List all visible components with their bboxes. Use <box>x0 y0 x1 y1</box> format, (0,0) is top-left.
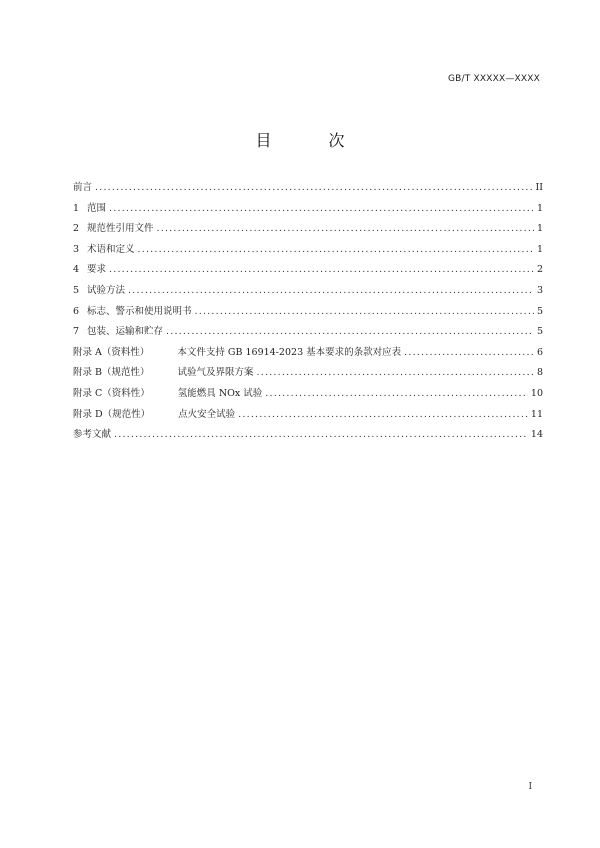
toc-entry-page-number: 5 <box>536 305 543 317</box>
toc-entry-page-number: 14 <box>530 429 543 441</box>
toc-entry-dot-leader <box>138 240 534 261</box>
toc-entry-page-number: 3 <box>536 284 543 296</box>
toc-entry-label: 规范性引用文件 <box>87 223 154 235</box>
toc-entry-dot-leader <box>265 384 528 405</box>
toc-entry[interactable] <box>73 302 543 323</box>
toc-entry-page-number: 6 <box>536 346 543 358</box>
toc-entry-number: 2 <box>73 223 80 235</box>
toc-entry[interactable] <box>73 322 543 343</box>
toc-entry-dot-leader <box>95 178 532 199</box>
toc-entry-page-number: 10 <box>530 387 543 399</box>
toc-entry[interactable] <box>73 405 543 426</box>
toc-entry-appendix-prefix: 附录 C（资料性） <box>73 387 150 399</box>
toc-entry-label: 标志、警示和使用说明书 <box>87 305 192 317</box>
toc-entry-dot-leader <box>157 219 534 240</box>
toc-entry-number: 4 <box>73 264 80 276</box>
toc-title: 目 次 <box>255 131 371 150</box>
toc-entry-dot-leader <box>114 425 528 446</box>
toc-entry-number: 3 <box>73 243 80 255</box>
toc-entry-label: 范围 <box>87 202 107 214</box>
toc-entry-label: 前言 <box>73 182 93 193</box>
toc-entry[interactable] <box>73 281 543 302</box>
toc-entry-appendix-prefix: 附录 B（规范性） <box>73 367 150 379</box>
toc-entry-page-number: 2 <box>536 264 543 276</box>
toc-entry-label: 本文件支持 GB 16914-2023 基本要求的条款对应表 <box>177 346 402 358</box>
toc-entry-number: 7 <box>73 326 80 338</box>
toc-entry-number: 5 <box>73 284 80 296</box>
toc-entry[interactable] <box>73 178 543 199</box>
toc-entry-dot-leader <box>195 302 534 323</box>
toc-entry-page-number: 1 <box>536 243 543 255</box>
toc-entry-dot-leader <box>128 281 534 302</box>
toc-entry-appendix-prefix: 附录 D（规范性） <box>73 408 151 420</box>
toc-entry-label: 要求 <box>87 264 107 276</box>
toc-entry-dot-leader <box>109 199 534 220</box>
toc-entry-page-number: II <box>535 182 543 193</box>
toc-entry-label: 参考文献 <box>73 429 112 441</box>
toc-entry[interactable] <box>73 343 543 364</box>
toc-entry-page-number: 5 <box>536 326 543 338</box>
toc-entry[interactable] <box>73 199 543 220</box>
toc-entry-dot-leader <box>109 260 534 281</box>
toc-entry-appendix-prefix: 附录 A（资料性） <box>73 346 150 358</box>
toc-entry-label: 术语和定义 <box>87 243 135 255</box>
toc-entry-page-number: 1 <box>536 202 543 214</box>
document-code: GB/T XXXXX—XXXX <box>447 74 540 84</box>
toc-entry-number: 6 <box>73 305 80 317</box>
toc-entry-label: 点火安全试验 <box>178 408 236 420</box>
toc-entry-page-number: 8 <box>536 367 543 379</box>
toc-entry-number: 1 <box>73 202 80 214</box>
toc-entry-dot-leader <box>404 343 534 364</box>
toc-entry-label: 试验方法 <box>87 284 126 296</box>
page-number: I <box>528 782 532 792</box>
toc-entry[interactable] <box>73 384 543 405</box>
toc-entry-label: 试验气及界限方案 <box>177 367 254 379</box>
toc-entry[interactable] <box>73 363 543 384</box>
toc-entry-dot-leader <box>257 363 534 384</box>
toc-entry[interactable] <box>73 240 543 261</box>
toc-entry-dot-leader <box>166 322 534 343</box>
toc-entry-dot-leader <box>238 405 528 426</box>
toc-list <box>73 178 543 446</box>
toc-entry-page-number: 1 <box>536 223 543 235</box>
toc-entry-label: 氢能燃具 NOx 试验 <box>177 387 263 399</box>
toc-entry[interactable] <box>73 260 543 281</box>
toc-entry-page-number: 11 <box>530 408 543 420</box>
toc-entry-label: 包装、运输和贮存 <box>87 326 164 338</box>
toc-entry[interactable] <box>73 425 543 446</box>
toc-entry[interactable] <box>73 219 543 240</box>
